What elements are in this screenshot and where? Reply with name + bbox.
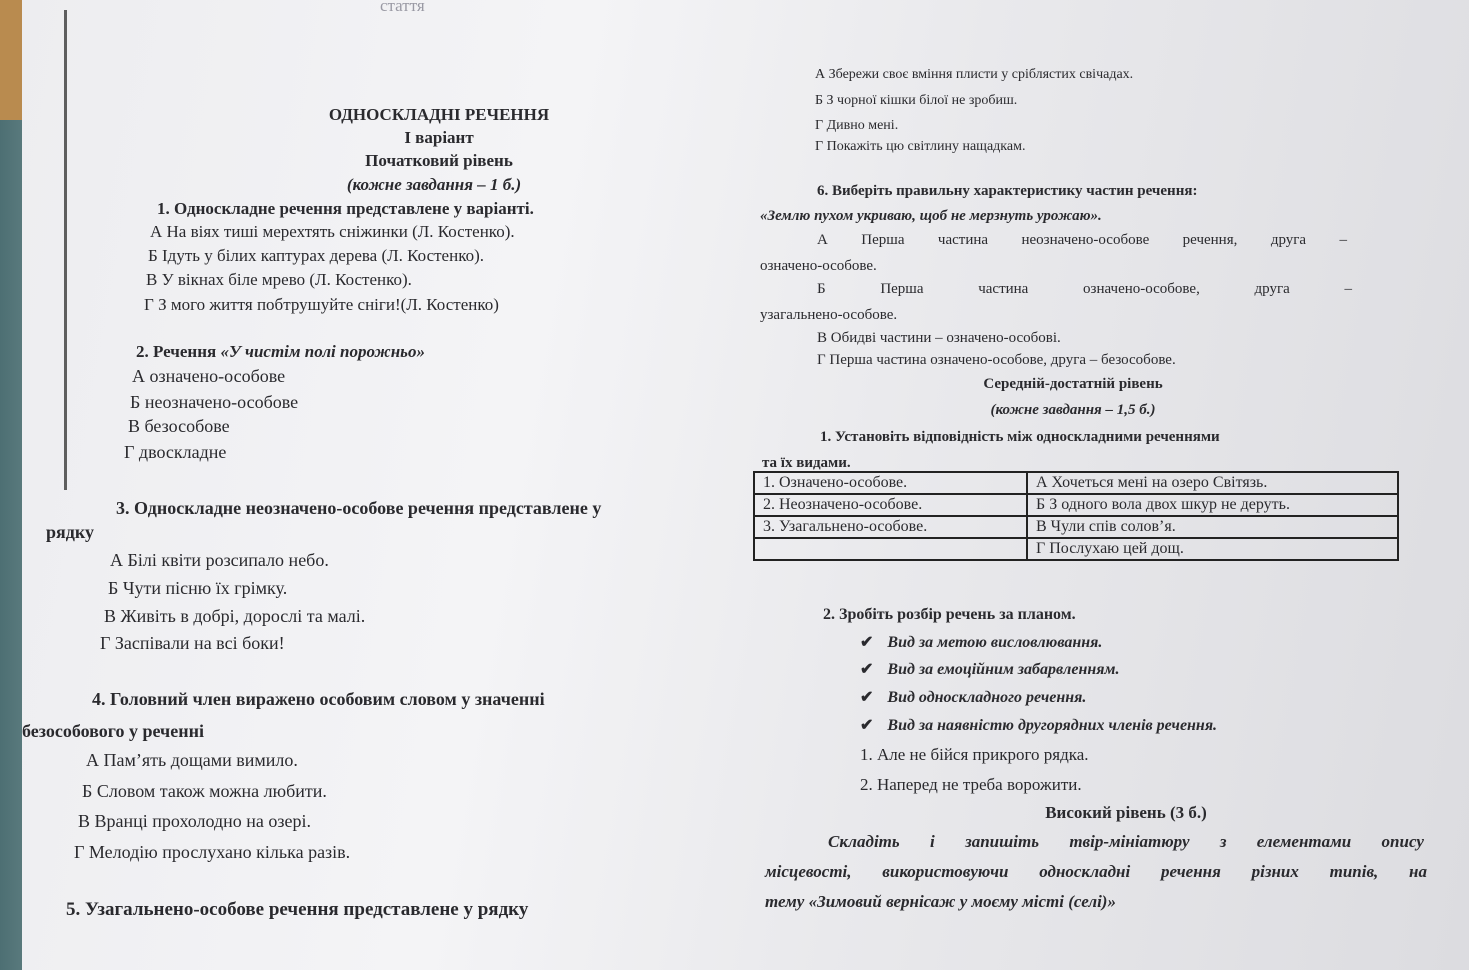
q4-option-d: Г Мелодію прослухано кілька разів. bbox=[74, 842, 351, 862]
high-level-task-line-3: тему «Зимовий вернісаж у моєму місті (селі)» bbox=[765, 892, 1116, 911]
question-3-line-1: 3. Односкладне неозначено-особове речення представлене у bbox=[116, 498, 602, 518]
q5-option-c: Г Дивно мені. bbox=[815, 118, 899, 133]
q2-option-a: А означено-особове bbox=[132, 366, 286, 386]
task-word: односкладні bbox=[1039, 862, 1131, 881]
q1-option-c: В У вікнах біле мрево (Л. Костенко). bbox=[146, 270, 412, 289]
task-word: і bbox=[930, 832, 935, 851]
q5-option-d: Г Покажіть цю світлину нащадкам. bbox=[815, 139, 1026, 154]
check-icon: ✔ bbox=[860, 717, 874, 734]
plan-item-text: Вид за метою висловлювання. bbox=[887, 634, 1103, 651]
table-row bbox=[754, 472, 1398, 494]
table-cell-sentence: В Чули спів солов’я. bbox=[1027, 516, 1398, 538]
q2-option-b: Б неозначено-особове bbox=[130, 392, 299, 412]
table-cell-sentence: Г Послухаю цей дощ. bbox=[1027, 538, 1398, 560]
plan-item-2 bbox=[860, 660, 1119, 680]
table-cell-sentence: Б З одного вола двох шкур не деруть. bbox=[1027, 494, 1398, 516]
q2-option-d: Г двоскладне bbox=[124, 442, 227, 462]
task-word: на bbox=[1409, 862, 1427, 881]
question-3-line-2: рядку bbox=[46, 522, 94, 542]
plan-item-text: Вид односкладного речення. bbox=[887, 689, 1087, 706]
q6-option-c: В Обидві частини – означено-особові. bbox=[817, 330, 1061, 346]
question-4-justified bbox=[92, 689, 702, 709]
table-cell-type bbox=[754, 538, 1027, 560]
points-label: (кожне завдання – 1 б.) bbox=[346, 175, 522, 194]
mid-question-1-line-2: та їх видами. bbox=[762, 455, 851, 471]
task-word: місцевості, bbox=[765, 862, 852, 881]
q6-b-w1: Б bbox=[817, 281, 826, 297]
task-word: елементами bbox=[1256, 832, 1352, 851]
table-row bbox=[754, 516, 1398, 538]
q6-option-d: Г Перша частина означено-особове, друга – безособове. bbox=[817, 352, 1176, 368]
mid-question-1-line-1: 1. Установіть відповідність між односкладними реченнями bbox=[820, 429, 1220, 445]
table-cell-sentence: А Хочеться мені на озеро Світязь. bbox=[1027, 472, 1398, 494]
table-cell-type: 3. Узагальнено-особове. bbox=[754, 516, 1027, 538]
q6-option-a bbox=[817, 230, 1347, 250]
task-word: Складіть bbox=[828, 832, 900, 851]
question-4-line-2: безособового у реченні bbox=[22, 721, 204, 741]
task-word: запишіть bbox=[965, 832, 1039, 851]
plan-item-4 bbox=[860, 716, 1217, 736]
q6-a-w6: друга bbox=[1270, 232, 1307, 248]
q3-option-a: А Білі квіти розсипало небо. bbox=[110, 550, 329, 570]
page-fold-line bbox=[64, 10, 67, 490]
table-cell-type: 1. Означено-особове. bbox=[754, 472, 1027, 494]
mid-level-points: (кожне завдання – 1,5 б.) bbox=[990, 402, 1156, 418]
table-row bbox=[754, 538, 1398, 560]
task-word: твір-мініатюру bbox=[1069, 832, 1190, 851]
task-word: речення bbox=[1160, 862, 1221, 881]
q3-option-d: Г Заспівали на всі боки! bbox=[100, 633, 285, 653]
worksheet-title: ОДНОСКЛАДНІ РЕЧЕННЯ bbox=[328, 105, 550, 124]
q1-option-a: А На віях тиші мерехтять сніжинки (Л. Костенко). bbox=[150, 222, 515, 241]
level-label: Початковий рівень bbox=[365, 151, 513, 170]
analysis-sentence-2: 2. Наперед не треба ворожити. bbox=[860, 775, 1082, 794]
q6-a-w1: А bbox=[817, 232, 828, 248]
q5-option-b: Б З чорної кішки білої не зробиш. bbox=[815, 93, 1018, 108]
q1-option-b: Б Ідуть у білих каптурах дерева (Л. Костенко). bbox=[148, 246, 484, 265]
question-4-line-1 bbox=[92, 689, 702, 709]
question-1: 1. Односкладне речення представлене у варіанті. bbox=[157, 199, 534, 218]
matching-table bbox=[753, 471, 1399, 561]
question-4-text: 4. Головний член виражено особовим словом у значенні bbox=[92, 689, 545, 709]
high-level-title: Високий рівень (3 б.) bbox=[1045, 803, 1207, 822]
q3-option-c: В Живіть в добрі, дорослі та малі. bbox=[104, 606, 366, 626]
check-icon: ✔ bbox=[860, 634, 874, 651]
question-6: 6. Виберіть правильну характеристику частин речення: bbox=[817, 183, 1198, 199]
plan-item-3 bbox=[860, 688, 1086, 708]
task-word: опису bbox=[1381, 832, 1424, 851]
task-word: з bbox=[1219, 832, 1227, 851]
question-6-quote: «Землю пухом укриваю, щоб не мерзнуть урожаю». bbox=[760, 208, 1102, 224]
q6-b-w5: друга bbox=[1254, 281, 1290, 297]
task-word: типів, bbox=[1329, 862, 1379, 881]
q6-b-w4: означено-особове, bbox=[1083, 281, 1200, 297]
q6-b-w2: Перша bbox=[880, 281, 924, 297]
q6-b-w3: частина bbox=[978, 281, 1029, 297]
q6-option-b-cont: узагальнено-особове. bbox=[760, 307, 898, 323]
faded-stamp: стаття bbox=[380, 0, 425, 15]
table-row bbox=[754, 494, 1398, 516]
mid-level-title: Середній-достатній рівень bbox=[983, 376, 1163, 392]
q6-a-w3: частина bbox=[937, 232, 989, 248]
high-level-task-line-2 bbox=[765, 862, 1427, 882]
q1-option-d: Г З мого життя побтрушуйте сніги!(Л. Костенко) bbox=[144, 295, 499, 314]
table-cell-type: 2. Неозначено-особове. bbox=[754, 494, 1027, 516]
question-2 bbox=[136, 342, 425, 362]
q6-option-a-cont: означено-особове. bbox=[760, 258, 877, 274]
question-2-quote: «У чистім полі порожньо» bbox=[220, 342, 425, 361]
q2-option-c: В безособове bbox=[128, 416, 230, 436]
q4-option-a: А Пам’ять дощами вимило. bbox=[86, 750, 298, 770]
check-icon: ✔ bbox=[860, 689, 874, 706]
analysis-sentence-1: 1. Але не бійся прикрого рядка. bbox=[860, 745, 1089, 764]
check-icon: ✔ bbox=[860, 661, 874, 678]
q3-option-b: Б Чути пісню їх грімку. bbox=[108, 578, 288, 598]
task-word: різних bbox=[1251, 862, 1299, 881]
q6-option-b bbox=[817, 279, 1352, 299]
mid-question-2: 2. Зробіть розбір речень за планом. bbox=[823, 606, 1076, 623]
task-word: використовуючи bbox=[882, 862, 1009, 881]
q6-a-w7: – bbox=[1339, 232, 1347, 248]
q4-option-b: Б Словом також можна любити. bbox=[82, 781, 327, 801]
plan-item-text: Вид за наявністю другорядних членів речення. bbox=[887, 717, 1218, 734]
variant-label: І варіант bbox=[404, 128, 474, 147]
high-level-task-line-1 bbox=[828, 832, 1424, 852]
q6-a-w2: Перша bbox=[861, 232, 905, 248]
plan-item-1 bbox=[860, 633, 1102, 653]
question-5: 5. Узагальнено-особове речення представлене у рядку bbox=[66, 899, 529, 920]
q6-a-w4: неозначено-особове bbox=[1021, 232, 1150, 248]
plan-item-text: Вид за емоційним забарвленням. bbox=[887, 661, 1120, 678]
q6-b-w6: – bbox=[1344, 281, 1352, 297]
q5-option-a: А Збережи своє вміння плисти у сріблястих свічадах. bbox=[815, 67, 1134, 82]
q6-a-w5: речення, bbox=[1182, 232, 1238, 248]
q4-option-c: В Вранці прохолодно на озері. bbox=[78, 811, 312, 831]
question-2-prefix: 2. Речення bbox=[136, 342, 221, 361]
